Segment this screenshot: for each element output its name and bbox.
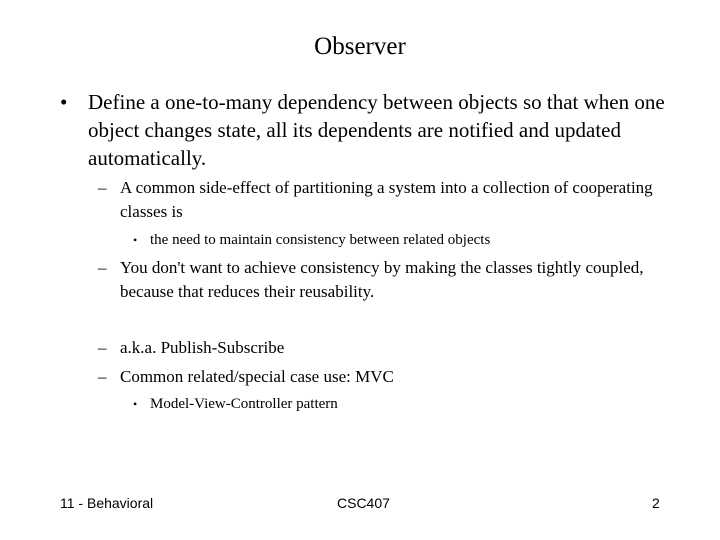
sub-bullet-marker: •	[133, 233, 138, 247]
bullet-level3	[133, 394, 653, 414]
bullet-text: Common related/special case use: MVC	[120, 367, 394, 386]
bullet-text: Model-View-Controller pattern	[150, 396, 338, 412]
bullet-text: You don't want to achieve consistency by making the classes tightly coupled, because that reduces their reusability.	[120, 258, 644, 301]
bullet-level3	[133, 230, 653, 250]
bullet-level2	[98, 176, 658, 224]
footer-page-number: 2	[652, 495, 660, 511]
dash-marker: –	[98, 338, 107, 357]
slide-title: Observer	[314, 33, 406, 60]
bullet-text: the need to maintain consistency between related objects	[150, 232, 491, 248]
bullet-level1	[60, 88, 680, 172]
footer-section-label: 11 - Behavioral	[60, 495, 154, 511]
bullet-level2	[98, 336, 658, 360]
sub-bullet-marker: •	[133, 397, 138, 411]
bullet-text: Define a one-to-many dependency between objects so that when one object changes state, all its dependents are notified and updated automatically.	[88, 90, 665, 170]
dash-marker: –	[98, 178, 107, 197]
bullet-marker: •	[60, 90, 68, 114]
bullet-level2	[98, 365, 658, 389]
footer-course-code: CSC407	[337, 495, 390, 511]
bullet-text: A common side-effect of partitioning a system into a collection of cooperating classes is	[120, 178, 653, 221]
bullet-text: a.k.a. Publish-Subscribe	[120, 338, 285, 357]
dash-marker: –	[98, 258, 107, 277]
dash-marker: –	[98, 367, 107, 386]
bullet-level2	[98, 256, 658, 304]
